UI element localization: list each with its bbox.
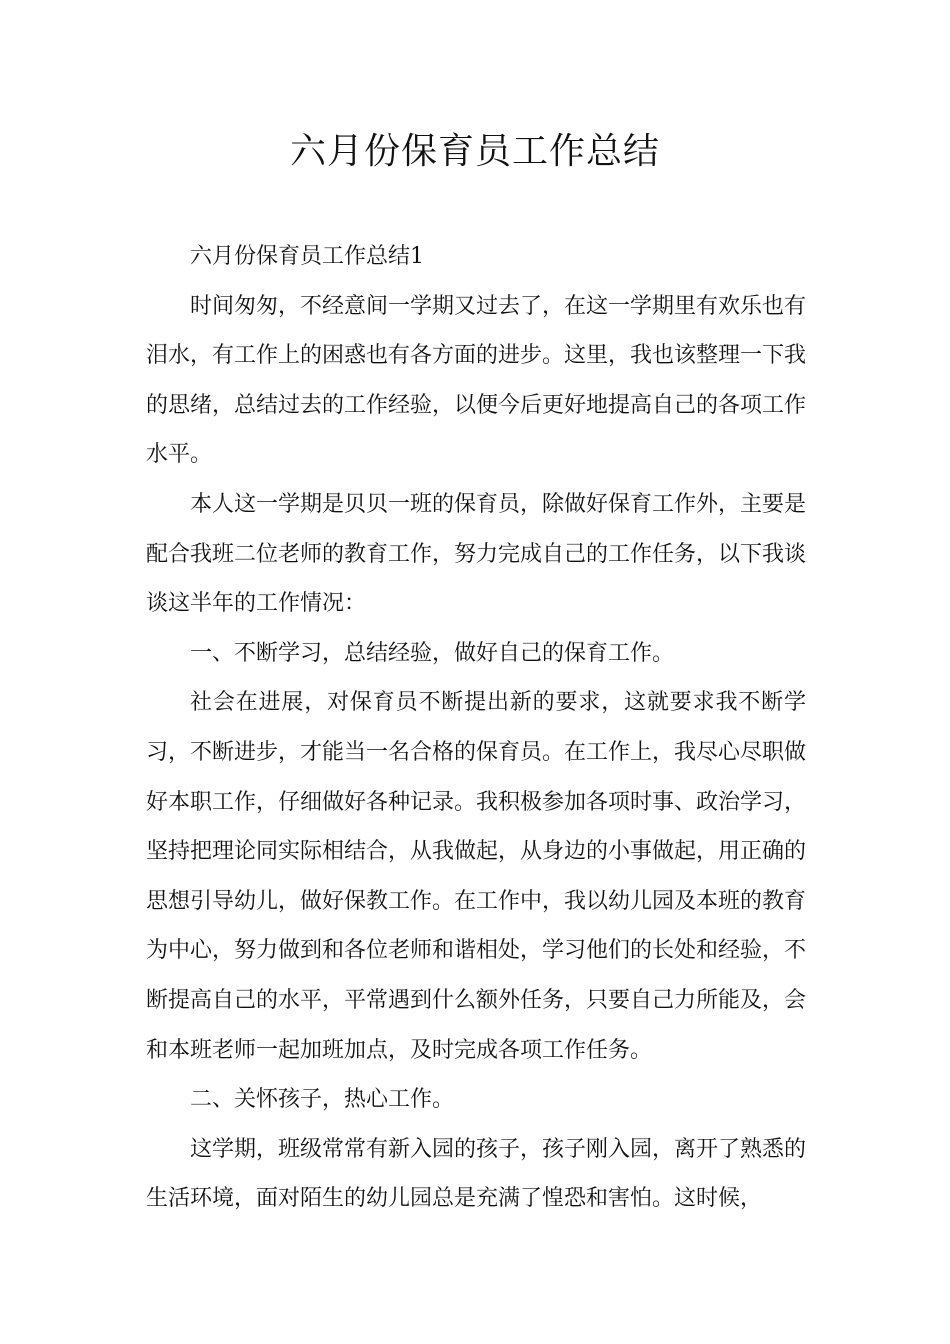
paragraph: 社会在进展，对保育员不断提出新的要求，这就要求我不断学习，不断进步，才能当一名合格的保育员。在工作上，我尽心尽职做好本职工作，仔细做好各种记录。我积极参加各项时事、政治学习，坚持把理论同实际相结合，从我做起，从身边的小事做起，用正确的思想引导幼儿，做好保教工作。在工作中，我以幼儿园及本班的教育为中心，努力做到和各位老师和谐相处，学习他们的长处和经验，不断提高自己的水平，平常遇到什么额外任务，只要自己力所能及，会和本班老师一起加班加点，及时完成各项工作任务。 [146, 690, 807, 1063]
document-body [146, 232, 806, 1224]
paragraph: 本人这一学期是贝贝一班的保育员，除做好保育工作外，主要是配合我班二位老师的教育工作，努力完成自己的工作任务，以下我谈谈这半年的工作情况： [146, 491, 807, 617]
section-heading: 六月份保育员工作总结1 [190, 244, 424, 269]
paragraph: 时间匆匆，不经意间一学期又过去了，在这一学期里有欢乐也有泪水，有工作上的困惑也有各方面的进步。这里，我也该整理一下我的思绪，总结过去的工作经验，以便今后更好地提高自己的各项工作水平。 [146, 293, 807, 468]
document-title: 六月份保育员工作总结 [289, 131, 660, 172]
paragraph: 这学期，班级常常有新入园的孩子，孩子刚入园，离开了熟悉的生活环境，面对陌生的幼儿园总是充满了惶恐和害怕。这时候， [146, 1136, 807, 1212]
subheading: 一、不断学习，总结经验，做好自己的保育工作。 [190, 640, 675, 666]
subheading: 二、关怀孩子，热心工作。 [190, 1087, 455, 1113]
